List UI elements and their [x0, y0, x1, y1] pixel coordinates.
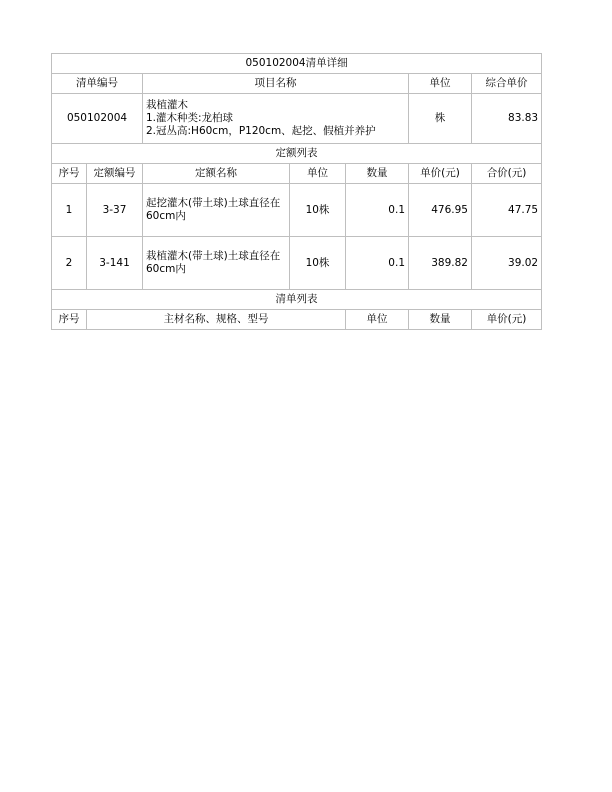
quota-unit-price: 476.95 — [409, 184, 472, 237]
item-name-line: 栽植灌木 — [146, 99, 188, 111]
header-price: 综合单价 — [472, 74, 542, 94]
material-header-unit-price: 单价(元) — [472, 310, 542, 330]
quota-total: 47.75 — [472, 184, 542, 237]
quota-unit-price: 389.82 — [409, 237, 472, 290]
quota-code: 3-37 — [87, 184, 143, 237]
quota-name: 起挖灌木(带土球)土球直径在60cm内 — [143, 184, 290, 237]
quota-header-row — [52, 164, 542, 184]
item-code: 050102004 — [52, 94, 143, 144]
material-header-row — [52, 310, 542, 330]
quota-total: 39.02 — [472, 237, 542, 290]
quota-unit: 10株 — [290, 237, 346, 290]
quota-header-seq: 序号 — [52, 164, 87, 184]
quota-header-code: 定额编号 — [87, 164, 143, 184]
item-unit: 株 — [409, 94, 472, 144]
quota-seq: 2 — [52, 237, 87, 290]
item-name-line: 1.灌木种类:龙柏球 — [146, 112, 234, 124]
quota-seq: 1 — [52, 184, 87, 237]
quota-code: 3-141 — [87, 237, 143, 290]
quota-row — [52, 237, 542, 290]
material-header-seq: 序号 — [52, 310, 87, 330]
bill-detail-table — [51, 53, 542, 330]
material-header-name: 主材名称、规格、型号 — [87, 310, 346, 330]
quota-row — [52, 184, 542, 237]
quota-qty: 0.1 — [346, 184, 409, 237]
quota-section-title-row — [52, 144, 542, 164]
header-name: 项目名称 — [143, 74, 409, 94]
item-name-line: 2.冠丛高:H60cm，P120cm、起挖、假植并养护 — [146, 125, 376, 137]
quota-name: 栽植灌木(带土球)土球直径在60cm内 — [143, 237, 290, 290]
header-code: 清单编号 — [52, 74, 143, 94]
quota-qty: 0.1 — [346, 237, 409, 290]
item-header-row — [52, 74, 542, 94]
quota-header-qty: 数量 — [346, 164, 409, 184]
item-price: 83.83 — [472, 94, 542, 144]
title-row — [52, 54, 542, 74]
quota-header-total: 合价(元) — [472, 164, 542, 184]
material-header-qty: 数量 — [409, 310, 472, 330]
quota-header-unit-price: 单价(元) — [409, 164, 472, 184]
header-unit: 单位 — [409, 74, 472, 94]
quota-section-title: 定额列表 — [52, 144, 542, 164]
item-row — [52, 94, 542, 144]
table-title: 050102004清单详细 — [52, 54, 542, 74]
quota-header-unit: 单位 — [290, 164, 346, 184]
quota-unit: 10株 — [290, 184, 346, 237]
material-header-unit: 单位 — [346, 310, 409, 330]
quota-header-name: 定额名称 — [143, 164, 290, 184]
item-name — [143, 94, 409, 144]
material-section-title: 清单列表 — [52, 290, 542, 310]
material-section-title-row — [52, 290, 542, 310]
